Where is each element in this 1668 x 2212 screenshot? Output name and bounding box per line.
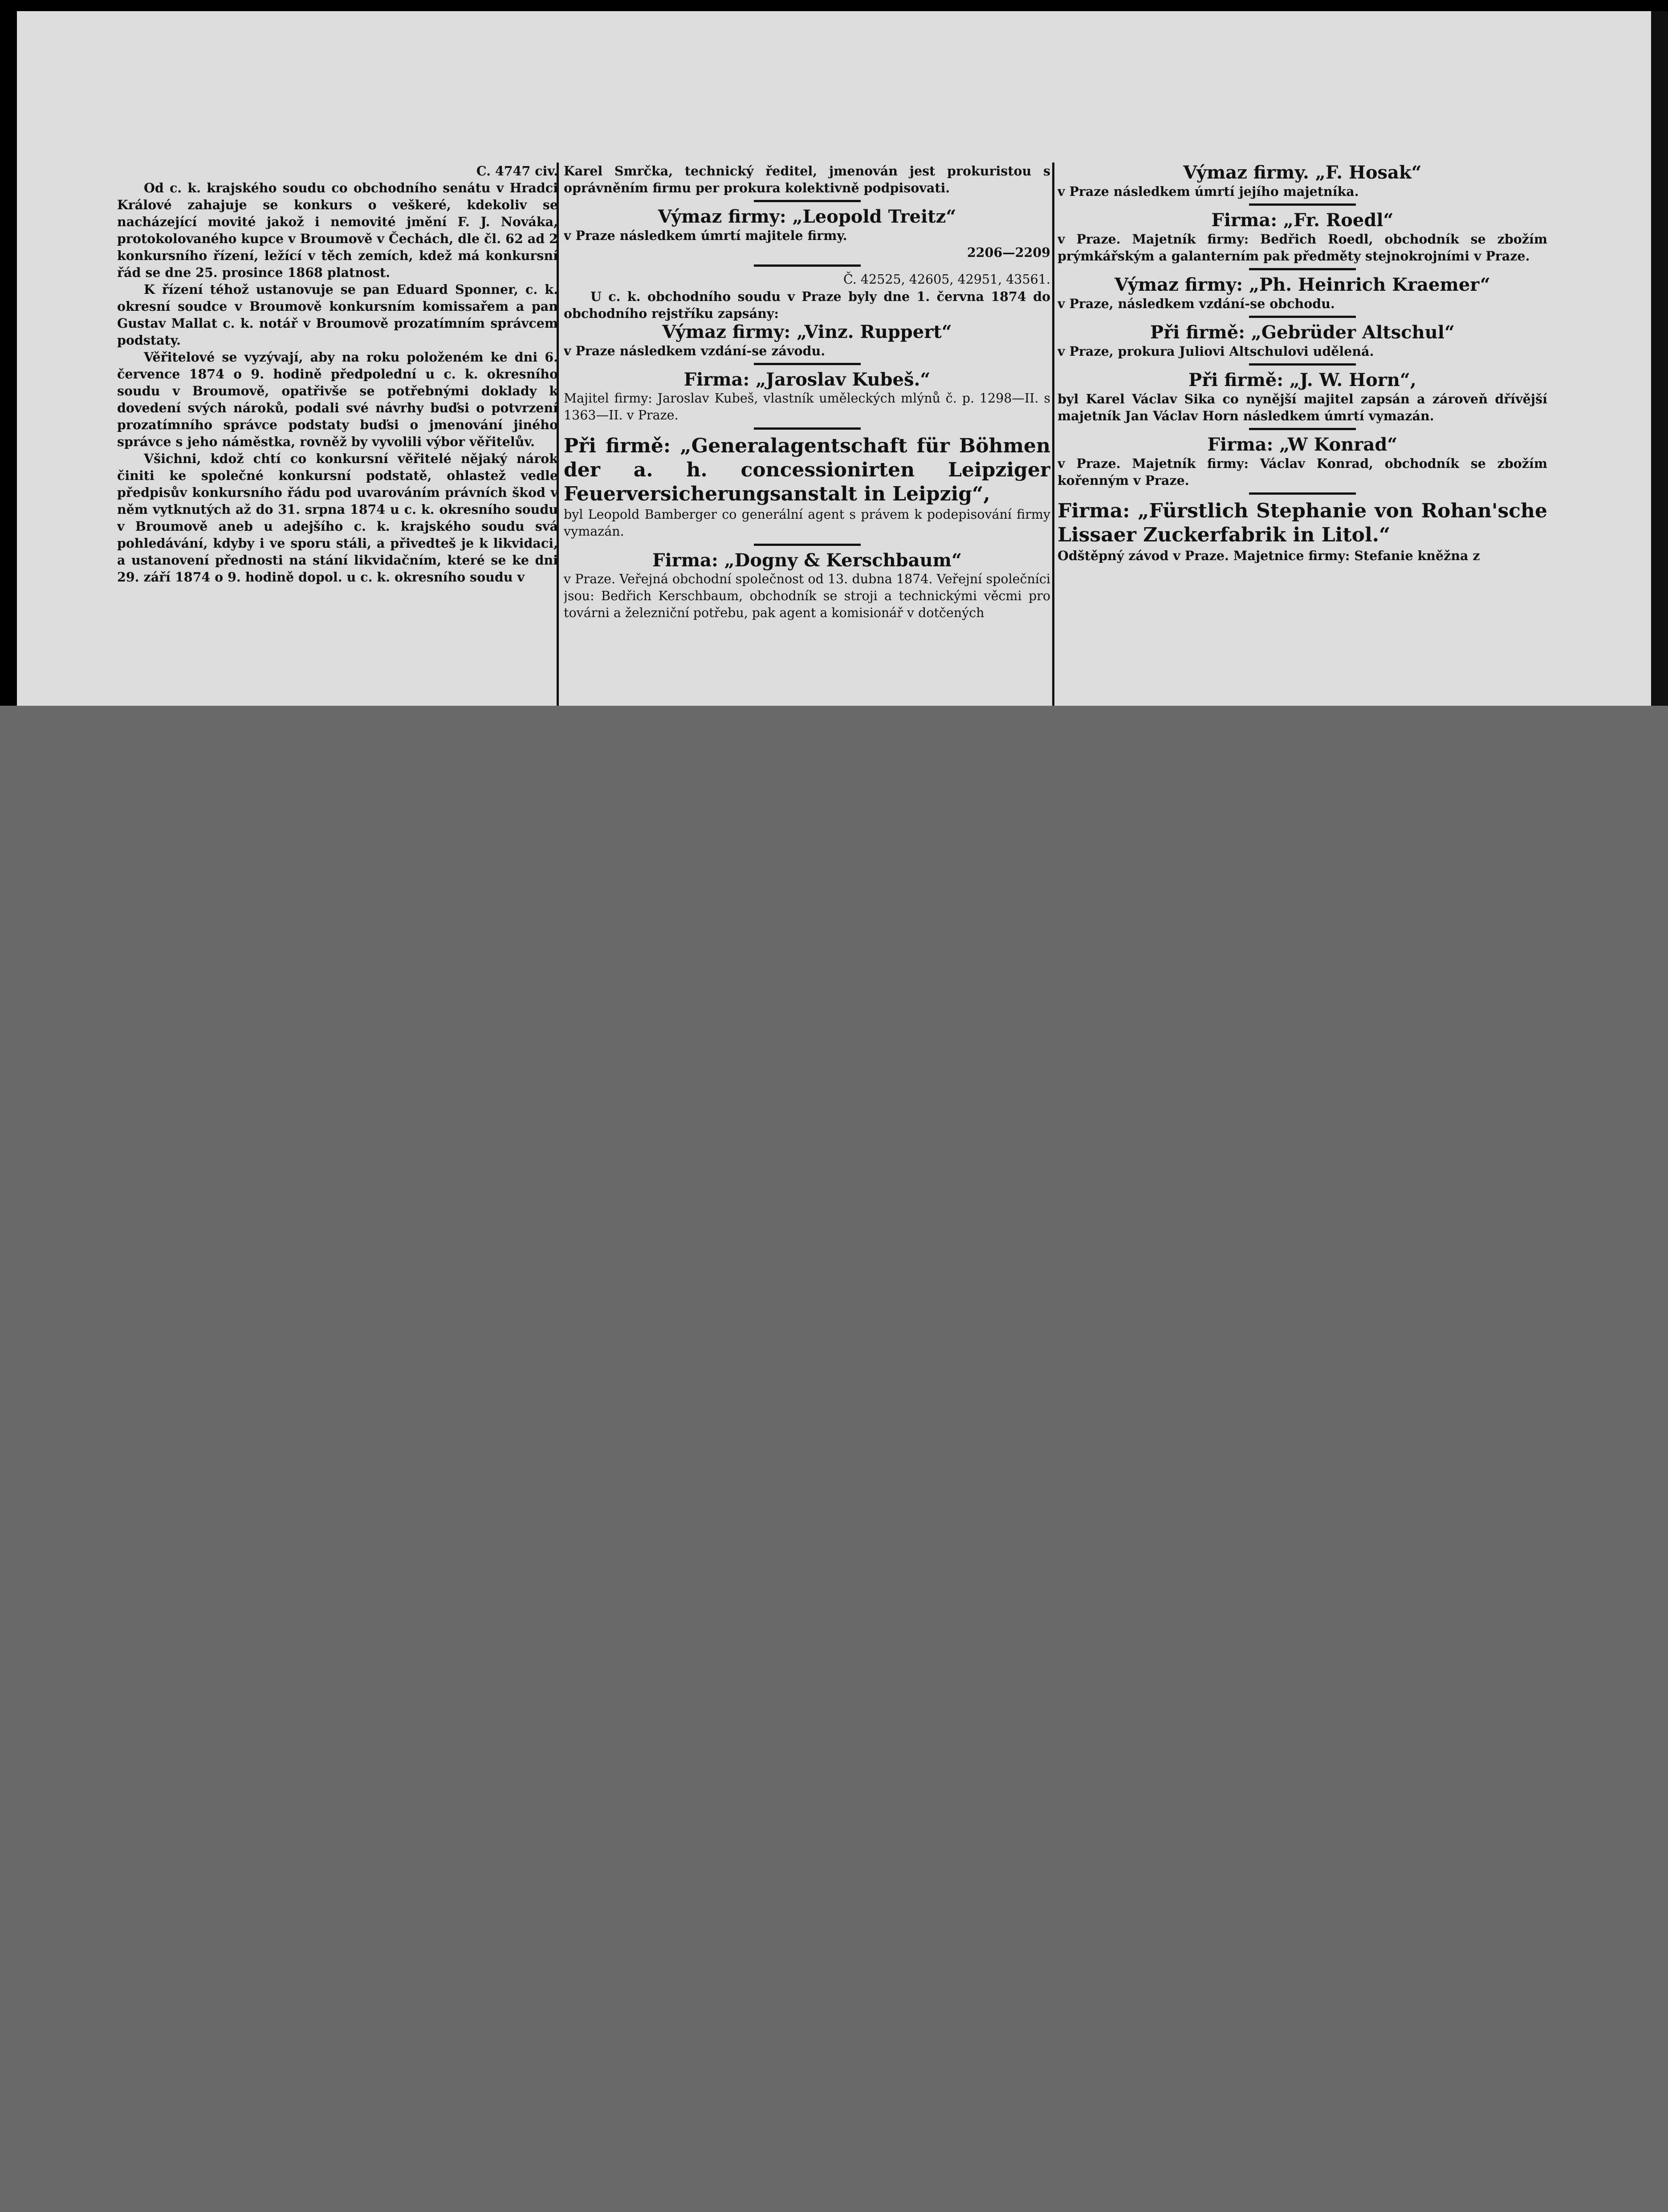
separator xyxy=(1249,316,1356,318)
entry-title: Při firmě: „Generalagentschaft für Böhmen der a. h. concessionirten Leipziger Feuerversicherungsanstalt in Leipzig“, xyxy=(564,435,1050,505)
entry-body: Odštěpný závod v Praze. Majetnice firmy: Stefanie kněžna z xyxy=(1058,548,1480,563)
paragraph: Věřitelové se vyzývají, aby na roku položeném ke dni 6. července 1874 o 9. hodině předpolední u c. k. okresního soudu v Broumově, opatřivše se potřebnými doklady k dovedení svých nároků, podali své návrhy buďsi o potvrzení prozatímního správce podstaty buďsi o jmenování jiného správce s jeho náměstka, rovněž by vyvolili výbor věřitelův. xyxy=(117,350,558,449)
separator xyxy=(754,544,861,546)
entry-title: Firma: „Fürstlich Stephanie von Rohan'sche Lissaer Zuckerfabrik in Litol.“ xyxy=(1058,500,1547,546)
entry-body: v Praze. Veřejná obchodní společnost od 13. dubna 1874. Veřejní společníci jsou: Bedřich Kerschbaum, obchodník se stroji a technickými věcmi pro továrni a železniční potřebu, pak agent a komisionář v dotčených xyxy=(564,572,1050,620)
entry-body: v Praze. Majetník firmy: Bedřich Roedl, obchodník se zbožím prýmkářským a galanterním pak předměty stejnokrojními v Praze. xyxy=(1058,232,1547,264)
entry-body: byl Karel Václav Sika co nynější majitel zapsán a zároveň dřívější majetník Jan Václav Horn následkem úmrtí vymazán. xyxy=(1058,391,1547,423)
entry-body: v Praze následkem úmrtí jejího majetníka. xyxy=(1058,184,1359,199)
entry-title: Výmaz firmy: „Leopold Treitz“ xyxy=(658,206,956,227)
case-number: Č. 42525, 42605, 42951, 43561. xyxy=(843,272,1050,287)
separator xyxy=(754,264,861,267)
entry-body: Majitel firmy: Jaroslav Kubeš, vlastník uměleckých mlýnů č. p. 1298—II. s 1363—II. v Praze. xyxy=(564,391,1050,423)
separator xyxy=(754,363,861,365)
column-divider xyxy=(1052,163,1054,706)
column-3 xyxy=(1058,163,1547,706)
separator xyxy=(1249,428,1356,430)
entry-title: Výmaz firmy: „Ph. Heinrich Kraemer“ xyxy=(1115,274,1490,295)
newspaper-page xyxy=(17,11,1651,706)
separator xyxy=(754,427,861,430)
entry-title: Firma: „Jaroslav Kubeš.“ xyxy=(683,369,931,390)
entry-title: Výmaz firmy: „Vinz. Ruppert“ xyxy=(662,321,952,342)
blank-scan-area xyxy=(0,706,1668,2212)
entry-body: v Praze, prokura Juliovi Altschulovi udělená. xyxy=(1058,344,1374,359)
separator xyxy=(1249,492,1356,495)
paragraph: K řízení téhož ustanovuje se pan Eduard Sponner, c. k. okresní soudce v Broumově konkursním komissařem a pan Gustav Mallat c. k. notář v Broumově prozatímním správcem podstaty. xyxy=(117,282,558,348)
entry-title: Firma: „W Konrad“ xyxy=(1207,434,1398,455)
entry-body: U c. k. obchodního soudu v Praze byly dne 1. června 1874 do obchodního rejstříku zapsány: xyxy=(564,289,1050,321)
column-2 xyxy=(564,163,1050,706)
entry-numbers: 2206—2209 xyxy=(967,245,1050,260)
separator xyxy=(1249,268,1356,270)
entry-title: Firma: „Dogny & Kerschbaum“ xyxy=(652,550,962,571)
paragraph: Od c. k. krajského soudu co obchodního senátu v Hradci Králové zahajuje se konkurs o veškeré, kdekoliv se nacházející movité jakož i nemovité jmění F. J. Nováka, protokolovaného kupce v Broumově v Čechách, dle čl. 62 ad 2 konkursního řízení, ležící v těch zemích, kdež má konkursní řád se dne 25. prosince 1868 platnost. xyxy=(117,180,558,280)
entry-title: Výmaz firmy. „F. Hosak“ xyxy=(1183,163,1422,183)
separator xyxy=(1249,363,1356,366)
entry-body: byl Leopold Bamberger co generální agent s právem k podepisování firmy vymazán. xyxy=(564,507,1050,539)
entry-body: v Praze. Majetník firmy: Václav Konrad, obchodník se zbožím kořenným v Praze. xyxy=(1058,456,1547,488)
entry-body: v Praze, následkem vzdání-se obchodu. xyxy=(1058,296,1335,311)
entry-body: v Praze následkem úmrtí majitele firmy. xyxy=(564,228,847,243)
paragraph: Všichni, kdož chtí co konkursní věřitelé nějaký nárok činiti ke společné konkursní podstatě, ohlastež vedle předpisův konkursního řádu pod uvarováním právních škod v něm vytknutých až do 31. srpna 1874 u c. k. okresního soudu v Broumově aneb u adejšího c. k. krajského soudu svá pohledávání, kdyby i ve sporu stáli, a přivedteš je k likvidaci, a ustanovení přednosti na stání likvidačním, které se ke dni 29. září 1874 o 9. hodině dopol. u c. k. okresního soudu v xyxy=(117,451,558,585)
separator xyxy=(1249,203,1356,206)
entry-body: v Praze následkem vzdání-se závodu. xyxy=(564,343,826,358)
separator xyxy=(754,200,861,202)
entry-title: Při firmě: „J. W. Horn“, xyxy=(1188,370,1416,390)
scan-edge xyxy=(1651,11,1668,706)
entry-title: Při firmě: „Gebrüder Altschul“ xyxy=(1150,322,1455,343)
entry-title: Firma: „Fr. Roedl“ xyxy=(1211,210,1394,231)
intro-text: Karel Smrčka, technický ředitel, jmenován jest prokuristou s oprávněním firmu per prokura kolektivně podpisovati. xyxy=(564,163,1050,195)
column-1 xyxy=(117,163,558,706)
case-number: C. 4747 civ. xyxy=(476,163,558,179)
